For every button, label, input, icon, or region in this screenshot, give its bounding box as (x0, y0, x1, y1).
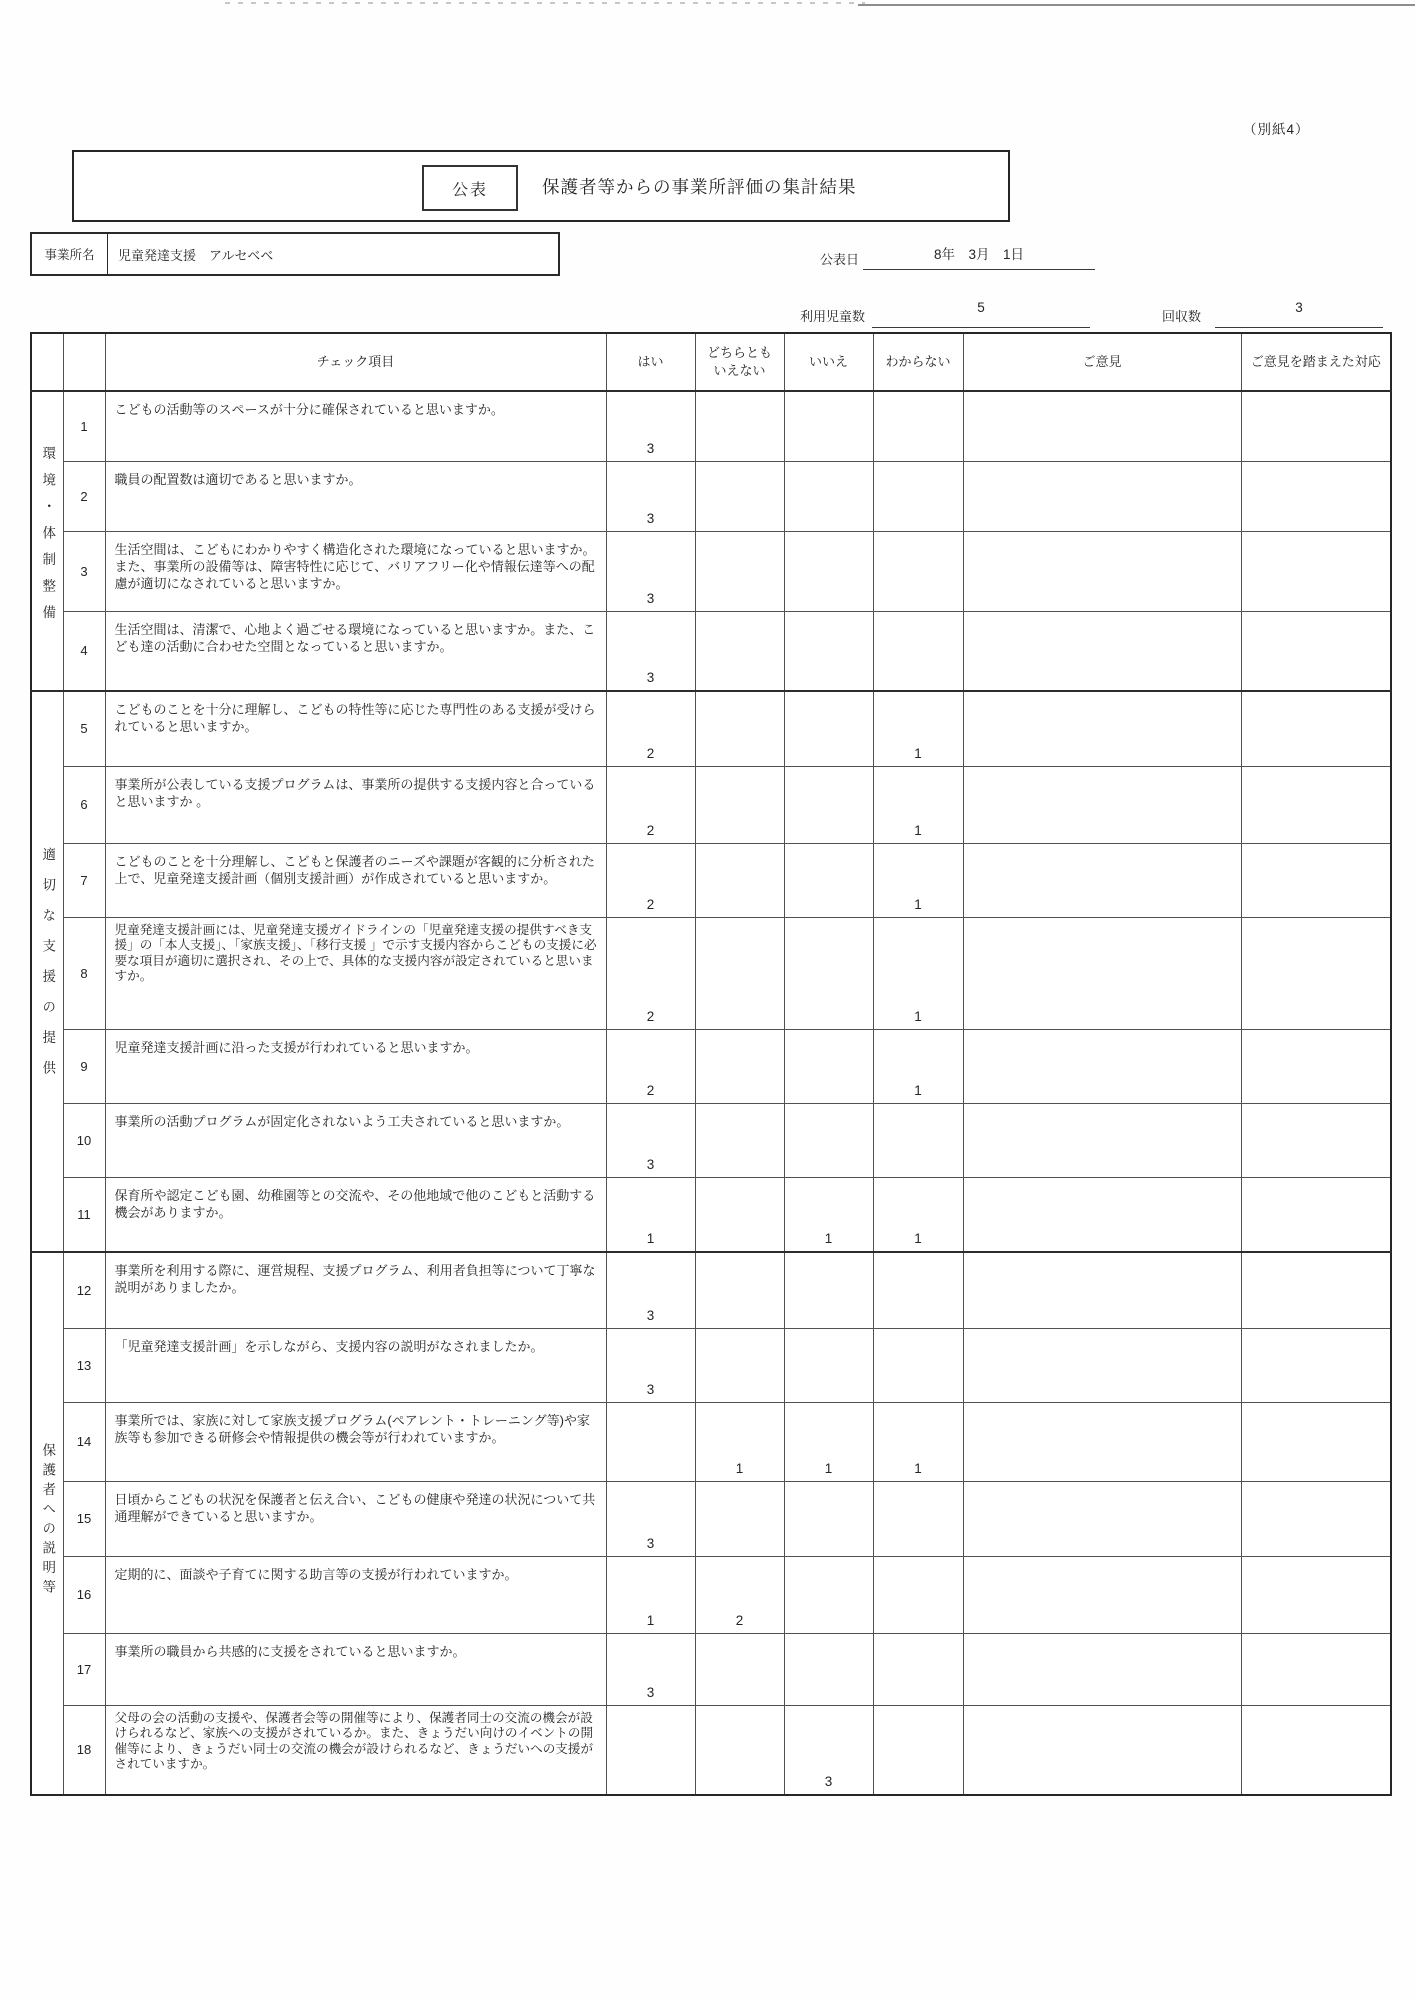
response-cell (1241, 691, 1391, 766)
table-row (31, 1103, 1391, 1177)
check-item-text: 定期的に、面談や子育てに関する助言等の支援が行われていますか。 (105, 1556, 606, 1633)
scan-artifact-line (858, 4, 1415, 6)
check-item-text: 事業所が公表している支援プログラムは、事業所の提供する支援内容と合っていると思いますか 。 (105, 766, 606, 843)
count-neither (695, 1705, 784, 1795)
table-row (31, 1177, 1391, 1252)
category-cell (31, 391, 63, 691)
header-no: いいえ (784, 333, 873, 391)
count-no (784, 1029, 873, 1103)
table-row (31, 1252, 1391, 1328)
count-neither (695, 1029, 784, 1103)
count-no (784, 843, 873, 917)
count-yes: 3 (606, 1633, 695, 1705)
header-unknown: わからない (873, 333, 963, 391)
response-cell (1241, 1328, 1391, 1402)
count-neither (695, 461, 784, 531)
response-cell (1241, 1481, 1391, 1556)
table-row (31, 1633, 1391, 1705)
check-item-text: 事業所を利用する際に、運営規程、支援プログラム、利用者負担等について丁寧な説明がありましたか。 (105, 1252, 606, 1328)
row-number: 5 (63, 691, 105, 766)
row-number: 8 (63, 917, 105, 1029)
count-unknown: 1 (873, 691, 963, 766)
count-neither (695, 1103, 784, 1177)
opinion-cell (963, 1481, 1241, 1556)
opinion-cell (963, 691, 1241, 766)
count-yes: 3 (606, 1252, 695, 1328)
table-row (31, 691, 1391, 766)
count-yes: 3 (606, 611, 695, 691)
collected-count-label: 回収数 (1162, 309, 1202, 324)
response-cell (1241, 766, 1391, 843)
opinion-cell (963, 843, 1241, 917)
response-cell (1241, 1252, 1391, 1328)
opinion-cell (963, 1556, 1241, 1633)
table-row (31, 461, 1391, 531)
row-number: 13 (63, 1328, 105, 1402)
table-row (31, 1029, 1391, 1103)
header-opinion: ご意見 (963, 333, 1241, 391)
header-response: ご意見を踏まえた対応 (1241, 333, 1391, 391)
category-label: 適切な支援の提供 (40, 847, 56, 1091)
count-yes: 3 (606, 391, 695, 461)
count-unknown: 1 (873, 917, 963, 1029)
count-no (784, 917, 873, 1029)
count-no (784, 461, 873, 531)
row-number: 17 (63, 1633, 105, 1705)
count-neither: 1 (695, 1402, 784, 1481)
count-unknown: 1 (873, 766, 963, 843)
count-no (784, 1556, 873, 1633)
count-neither: 2 (695, 1556, 784, 1633)
count-yes: 2 (606, 843, 695, 917)
count-neither (695, 1633, 784, 1705)
row-number: 10 (63, 1103, 105, 1177)
count-no (784, 1633, 873, 1705)
opinion-cell (963, 1633, 1241, 1705)
opinion-cell (963, 1402, 1241, 1481)
row-number: 4 (63, 611, 105, 691)
check-item-text: 父母の会の活動の支援や、保護者会等の開催等により、保護者同士の交流の機会が設けられるなど、家族への支援がされているか。また、きょうだい向けのイベントの開催等により、きょうだい同士の交流の機会が設けられるなど、きょうだいへの支援がされていますか。 (105, 1705, 606, 1795)
table-row (31, 611, 1391, 691)
count-unknown (873, 1705, 963, 1795)
check-item-text: 児童発達支援計画に沿った支援が行われていると思いますか。 (105, 1029, 606, 1103)
count-neither (695, 391, 784, 461)
table-row (31, 843, 1391, 917)
row-number: 1 (63, 391, 105, 461)
opinion-cell (963, 461, 1241, 531)
response-cell (1241, 461, 1391, 531)
count-unknown: 1 (873, 1402, 963, 1481)
count-no (784, 391, 873, 461)
count-unknown: 1 (873, 1029, 963, 1103)
opinion-cell (963, 917, 1241, 1029)
count-neither (695, 611, 784, 691)
office-name-value: 児童発達支援 アルセベベ (118, 247, 274, 263)
collected-count-value: 3 (1215, 300, 1383, 328)
table-row (31, 1328, 1391, 1402)
response-cell (1241, 531, 1391, 611)
count-yes: 2 (606, 766, 695, 843)
count-yes: 1 (606, 1177, 695, 1252)
count-yes (606, 1705, 695, 1795)
title-box (72, 150, 1010, 222)
row-number: 9 (63, 1029, 105, 1103)
response-cell (1241, 391, 1391, 461)
category-cell (31, 1252, 63, 1795)
count-neither (695, 917, 784, 1029)
row-number: 16 (63, 1556, 105, 1633)
publish-date-value: 8年 3月 1日 (863, 243, 1095, 270)
header-neither: どちらとも いえない (695, 333, 784, 391)
count-neither (695, 531, 784, 611)
count-neither (695, 691, 784, 766)
children-count-label: 利用児童数 (800, 309, 866, 324)
row-number: 2 (63, 461, 105, 531)
count-unknown (873, 391, 963, 461)
response-cell (1241, 843, 1391, 917)
opinion-cell (963, 766, 1241, 843)
check-item-text: 「児童発達支援計画」を示しながら、支援内容の説明がなされましたか。 (105, 1328, 606, 1402)
row-number: 15 (63, 1481, 105, 1556)
count-no: 3 (784, 1705, 873, 1795)
count-no (784, 1481, 873, 1556)
table-row (31, 917, 1391, 1029)
response-cell (1241, 1103, 1391, 1177)
count-unknown: 1 (873, 1177, 963, 1252)
row-number: 7 (63, 843, 105, 917)
publish-stamp: 公表 (422, 165, 518, 211)
check-item-text: 事業所では、家族に対して家族支援プログラム(ペアレント・トレーニング等)や家族等も参加できる研修会や情報提供の機会等が行われていますか。 (105, 1402, 606, 1481)
check-item-text: 事業所の職員から共感的に支援をされていると思いますか。 (105, 1633, 606, 1705)
table-row (31, 391, 1391, 461)
count-neither (695, 766, 784, 843)
count-yes: 2 (606, 691, 695, 766)
count-yes: 3 (606, 1328, 695, 1402)
table-row (31, 531, 1391, 611)
row-number: 18 (63, 1705, 105, 1795)
count-no: 1 (784, 1177, 873, 1252)
count-unknown (873, 1556, 963, 1633)
category-cell (31, 691, 63, 1252)
count-no (784, 1328, 873, 1402)
count-yes: 3 (606, 461, 695, 531)
response-cell (1241, 1556, 1391, 1633)
count-no (784, 1252, 873, 1328)
count-neither (695, 1481, 784, 1556)
count-no (784, 611, 873, 691)
count-yes: 2 (606, 917, 695, 1029)
row-number: 11 (63, 1177, 105, 1252)
table-row (31, 1402, 1391, 1481)
check-item-text: 保育所や認定こども園、幼稚園等との交流や、その他地域で他のこどもと活動する機会がありますか。 (105, 1177, 606, 1252)
row-number: 6 (63, 766, 105, 843)
response-cell (1241, 917, 1391, 1029)
response-cell (1241, 1633, 1391, 1705)
opinion-cell (963, 1029, 1241, 1103)
count-unknown (873, 611, 963, 691)
count-yes: 2 (606, 1029, 695, 1103)
attachment-label: （別紙4） (1243, 122, 1310, 137)
count-no: 1 (784, 1402, 873, 1481)
category-label: 保護者への説明等 (40, 1443, 56, 1599)
count-no (784, 531, 873, 611)
header-yes: はい (606, 333, 695, 391)
opinion-cell (963, 1177, 1241, 1252)
count-unknown (873, 1328, 963, 1402)
response-cell (1241, 1029, 1391, 1103)
table-row (31, 1705, 1391, 1795)
table-row (31, 1556, 1391, 1633)
response-cell (1241, 1177, 1391, 1252)
opinion-cell (963, 1705, 1241, 1795)
opinion-cell (963, 391, 1241, 461)
count-no (784, 766, 873, 843)
check-item-text: 児童発達支援計画には、児童発達支援ガイドラインの「児童発達支援の提供すべき支援」の「本人支援」、「家族支援」、「移行支援 」で示す支援内容からこどもの支援に必要な項目が適切に選択され、その上で、具体的な支援内容が設定されていると思いますか。 (105, 917, 606, 1029)
count-no (784, 1103, 873, 1177)
children-count-value: 5 (872, 300, 1090, 328)
scan-artifact-dashes (225, 2, 865, 4)
opinion-cell (963, 611, 1241, 691)
count-unknown (873, 461, 963, 531)
count-neither (695, 1252, 784, 1328)
count-neither (695, 843, 784, 917)
response-cell (1241, 1402, 1391, 1481)
count-unknown (873, 1481, 963, 1556)
response-cell (1241, 611, 1391, 691)
check-item-text: こどものことを十分に理解し、こどもの特性等に応じた専門性のある支援が受けられていると思いますか。 (105, 691, 606, 766)
count-unknown (873, 1633, 963, 1705)
publish-date-label: 公表日 (820, 252, 860, 267)
table-row (31, 1481, 1391, 1556)
count-no (784, 691, 873, 766)
office-name-box (30, 232, 560, 276)
count-unknown (873, 1103, 963, 1177)
check-item-text: 職員の配置数は適切であると思いますか。 (105, 461, 606, 531)
check-item-text: こどもの活動等のスペースが十分に確保されていると思いますか。 (105, 391, 606, 461)
header-category (31, 333, 63, 391)
opinion-cell (963, 1252, 1241, 1328)
check-item-text: 事業所の活動プログラムが固定化されないよう工夫されていると思いますか。 (105, 1103, 606, 1177)
count-neither (695, 1177, 784, 1252)
header-number (63, 333, 105, 391)
row-number: 3 (63, 531, 105, 611)
header-row (31, 333, 1391, 391)
count-yes: 3 (606, 1103, 695, 1177)
count-yes (606, 1402, 695, 1481)
count-neither (695, 1328, 784, 1402)
count-yes: 3 (606, 531, 695, 611)
opinion-cell (963, 1103, 1241, 1177)
header-item: チェック項目 (105, 333, 606, 391)
office-name-label: 事業所名 (32, 234, 108, 274)
check-item-text: 生活空間は、こどもにわかりやすく構造化された環境になっていると思いますか。また、事業所の設備等は、障害特性に応じて、バリアフリー化や情報伝達等への配慮が適切になされていると思いますか。 (105, 531, 606, 611)
row-number: 12 (63, 1252, 105, 1328)
evaluation-table (30, 332, 1392, 1796)
check-item-text: こどものことを十分理解し、こどもと保護者のニーズや課題が客観的に分析された上で、児童発達支援計画（個別支援計画）が作成されていると思いますか。 (105, 843, 606, 917)
row-number: 14 (63, 1402, 105, 1481)
table-row (31, 766, 1391, 843)
check-item-text: 生活空間は、清潔で、心地よく過ごせる環境になっていると思いますか。また、こども達の活動に合わせた空間となっていると思いますか。 (105, 611, 606, 691)
page-title: 保護者等からの事業所評価の集計結果 (542, 176, 857, 197)
category-label: 環境・体制整備 (40, 445, 56, 632)
count-unknown (873, 1252, 963, 1328)
count-yes: 1 (606, 1556, 695, 1633)
check-item-text: 日頃からこどもの状況を保護者と伝え合い、こどもの健康や発達の状況について共通理解ができていると思いますか。 (105, 1481, 606, 1556)
response-cell (1241, 1705, 1391, 1795)
count-yes: 3 (606, 1481, 695, 1556)
count-unknown: 1 (873, 843, 963, 917)
opinion-cell (963, 1328, 1241, 1402)
opinion-cell (963, 531, 1241, 611)
count-unknown (873, 531, 963, 611)
